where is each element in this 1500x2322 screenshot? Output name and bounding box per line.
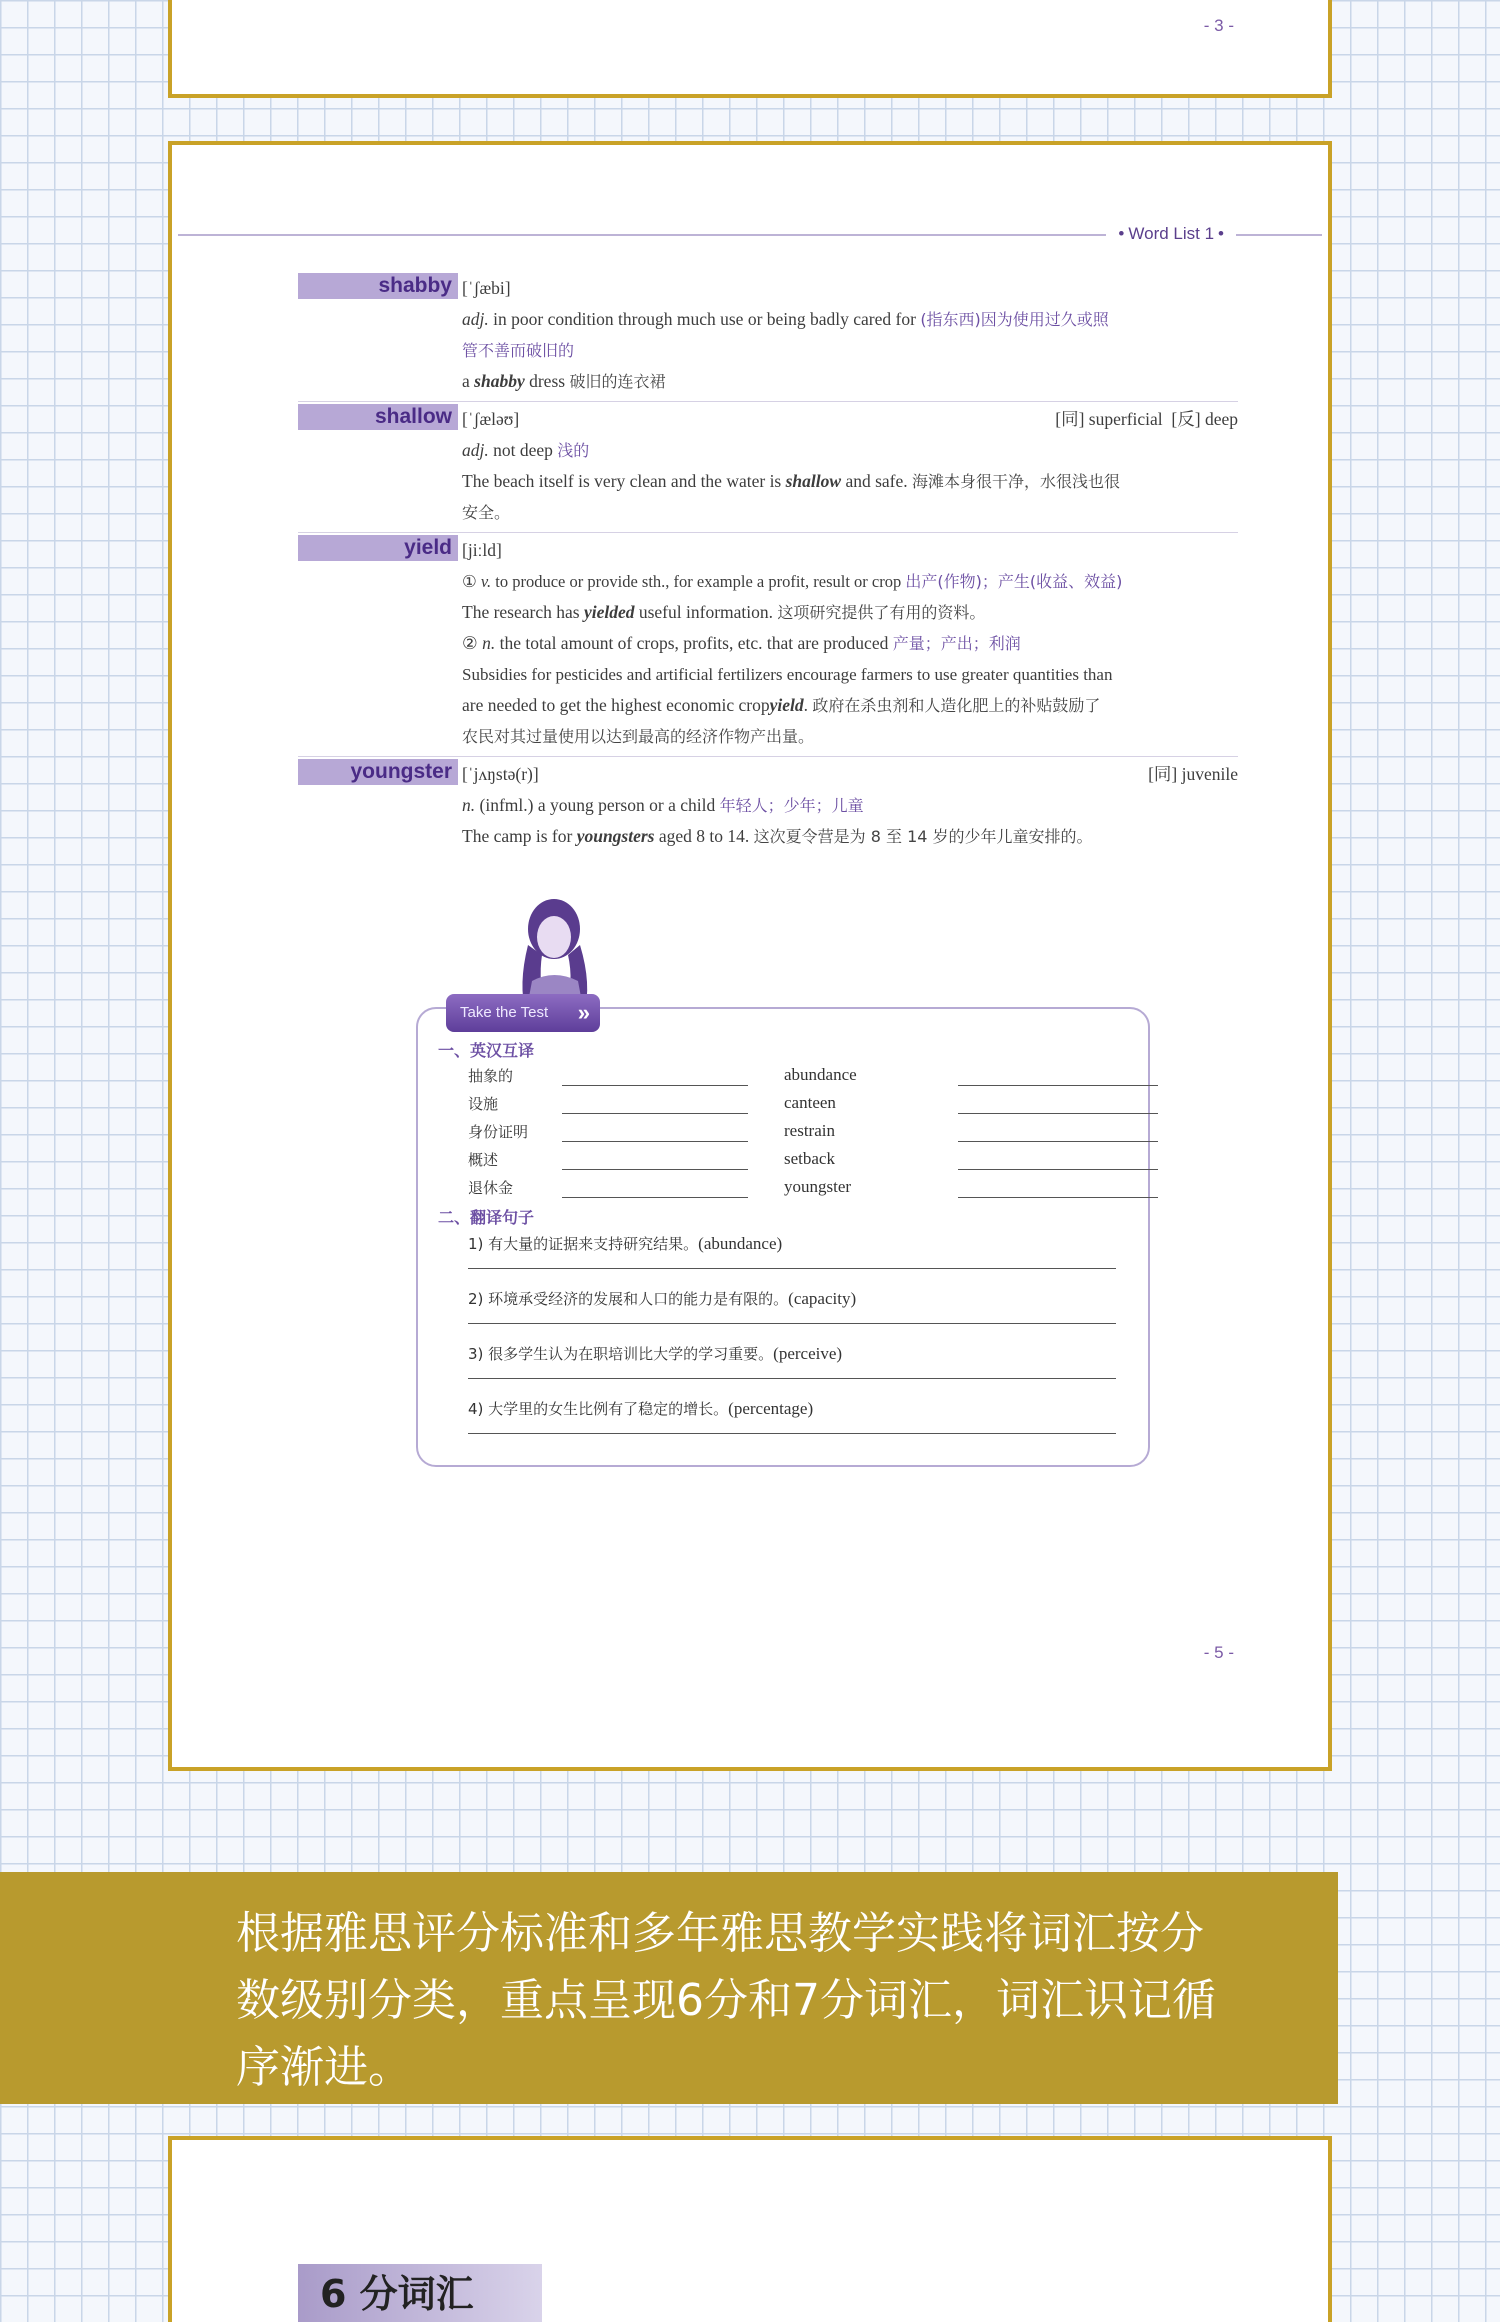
answer-blank[interactable] — [958, 1169, 1158, 1170]
entry-youngster — [298, 756, 1238, 856]
definition-line: adj. in poor condition through much use or being badly cared for (指东西)因为使用过久或照 — [462, 309, 1109, 329]
running-head — [178, 224, 1322, 243]
page-number-top: - 3 - — [1203, 16, 1234, 35]
entry-yield — [298, 532, 1238, 756]
exercise-row: 退休金 youngster — [468, 1177, 1148, 1205]
answer-blank[interactable] — [958, 1141, 1158, 1142]
section1-title: 一、英汉互译 — [438, 1041, 535, 1060]
synonym: [同] juvenile — [1148, 764, 1238, 784]
answer-blank[interactable] — [958, 1197, 1158, 1198]
band-text: 根据雅思评分标准和多年雅思教学实践将词汇按分 数级别分类，重点呈现6分和7分词汇，词汇识记循 序渐进。 — [236, 1908, 1216, 2093]
double-chevron-icon: » — [577, 1000, 590, 1025]
answer-line[interactable] — [468, 1268, 1116, 1269]
answer-blank[interactable] — [958, 1113, 1158, 1114]
antonym: [反] deep — [1171, 409, 1238, 429]
phonetic: [ˈʃæləʊ] — [462, 409, 520, 429]
headword: shabby — [298, 273, 458, 299]
page-number: - 5 - — [1203, 1643, 1234, 1662]
translation-item: 2) 环境承受经济的发展和人口的能力是有限的。(capacity) — [468, 1288, 1118, 1324]
level-badge: 6 分词汇 — [298, 2264, 542, 2322]
example-line: The beach itself is very clean and the water is shallow and safe. 海滩本身很干净，水很浅也很 — [462, 471, 1121, 491]
answer-blank[interactable] — [958, 1085, 1158, 1086]
phonetic-row — [462, 759, 1238, 790]
exercise-row: 抽象的 abundance — [468, 1065, 1148, 1093]
main-page — [168, 141, 1332, 1771]
definition-line: 管不善而破旧的 — [462, 341, 575, 360]
exercise-row: 概述 setback — [468, 1149, 1148, 1177]
description-band — [0, 1872, 1338, 2104]
answer-line[interactable] — [468, 1323, 1116, 1324]
phonetic: [ˈʃæbi] — [462, 278, 511, 298]
bottom-page — [168, 2136, 1332, 2322]
section2-title: 二、翻译句子 — [438, 1208, 535, 1227]
example-line: a shabby dress 破旧的连衣裙 — [462, 371, 666, 391]
example-line: The research has yielded useful information. 这项研究提供了有用的资料。 — [462, 602, 986, 622]
exercise-row: 设施 canteen — [468, 1093, 1148, 1121]
answer-line[interactable] — [468, 1378, 1116, 1379]
translation-item: 3) 很多学生认为在职培训比大学的学习重要。(perceive) — [468, 1343, 1118, 1379]
phonetic: [jiːld] — [462, 540, 502, 560]
entry-shallow — [298, 401, 1238, 532]
example-line: The camp is for youngsters aged 8 to 14. 这次夏令营是为 8 至 14 岁的少年儿童安排的。 — [462, 826, 1093, 846]
entry-shabby — [298, 271, 1238, 401]
top-page — [168, 0, 1332, 98]
headword: shallow — [298, 404, 458, 430]
phonetic: [ˈjʌŋstə(r)] — [462, 764, 539, 784]
answer-blank[interactable] — [562, 1113, 748, 1114]
example-line: 农民对其过量使用以达到最高的经济作物产出量。 — [462, 727, 815, 746]
answer-blank[interactable] — [562, 1169, 748, 1170]
word-entries — [298, 271, 1238, 856]
translation-item: 4) 大学里的女生比例有了稳定的增长。(percentage) — [468, 1398, 1118, 1434]
exercise-row: 身份证明 restrain — [468, 1121, 1148, 1149]
example-line: are needed to get the highest economic cropyield. 政府在杀虫剂和人造化肥上的补贴鼓励了 — [462, 695, 1101, 715]
definition-line: ① v. to produce or provide sth., for example a profit, result or crop 出产(作物)；产生(收益、效益) — [462, 572, 1123, 591]
answer-blank[interactable] — [562, 1085, 748, 1086]
translation-item: 1) 有大量的证据来支持研究结果。(abundance) — [468, 1233, 1118, 1269]
definition-line: ② n. the total amount of crops, profits, etc. that are produced 产量；产出；利润 — [462, 633, 1021, 653]
definition-line: n. (infml.) a young person or a child 年轻人；少年；儿童 — [462, 795, 864, 815]
take-the-test-tab — [446, 994, 600, 1032]
answer-blank[interactable] — [562, 1197, 748, 1198]
headword: youngster — [298, 759, 458, 785]
answer-blank[interactable] — [562, 1141, 748, 1142]
example-line: Subsidies for pesticides and artificial fertilizers encourage farmers to use greater quantities than — [462, 665, 1113, 684]
definition-line: adj. not deep 浅的 — [462, 440, 590, 460]
answer-line[interactable] — [468, 1433, 1116, 1434]
test-tab-label: Take the Test — [460, 1004, 549, 1021]
synonym: [同] superficial — [1055, 409, 1163, 429]
vocab-exercise — [468, 1065, 1148, 1205]
running-head-label: • Word List 1 • — [1106, 224, 1236, 244]
example-line: 安全。 — [462, 503, 511, 522]
headword: yield — [298, 535, 458, 561]
phonetic-row — [462, 404, 1238, 435]
